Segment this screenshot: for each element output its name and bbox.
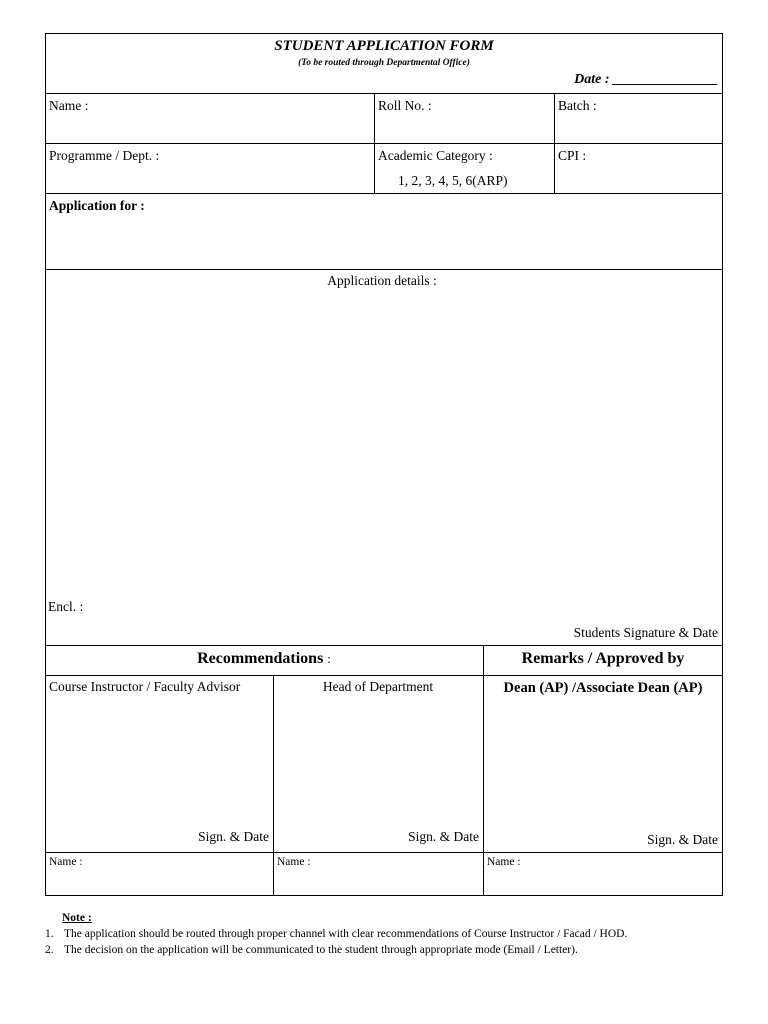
enclosures-label: Encl. : <box>48 599 84 614</box>
form-title: STUDENT APPLICATION FORM <box>274 38 494 54</box>
note-1-text: The application should be routed through proper channel with clear recommendations of Course Instructor / Facad / HOD. <box>64 928 628 940</box>
form-border-left <box>45 33 46 896</box>
divider-details <box>45 645 723 646</box>
course-instructor-label: Course Instructor / Faculty Advisor <box>49 679 241 694</box>
form-border-bottom <box>45 895 723 896</box>
programme-dept-field-label: Programme / Dept. : <box>49 148 160 163</box>
student-signature-label: Students Signature & Date <box>573 625 718 640</box>
academic-category-options: 1, 2, 3, 4, 5, 6(ARP) <box>398 173 508 188</box>
academic-category-label: Academic Category : <box>378 148 493 163</box>
recommendations-title-text: Recommendations <box>197 650 324 667</box>
cpi-field-label: CPI : <box>558 148 587 163</box>
recommendations-title-colon: : <box>327 651 331 666</box>
divider-row1 <box>45 143 723 144</box>
divider-v-batch <box>554 93 555 194</box>
divider-application-for <box>45 269 723 270</box>
divider-v-hod <box>273 675 274 896</box>
instructor-name-label: Name : <box>49 856 83 868</box>
note-2-number: 2. <box>45 944 54 956</box>
head-of-department-label: Head of Department <box>322 679 434 694</box>
divider-recommendations-title <box>45 675 723 676</box>
divider-v-roll <box>374 93 375 194</box>
remarks-approved-by-title: Remarks / Approved by <box>521 650 685 667</box>
note-1-number: 1. <box>45 928 54 940</box>
instructor-sign-date-label: Sign. & Date <box>198 829 269 844</box>
form-subtitle: (To be routed through Departmental Office) <box>298 58 470 68</box>
application-for-label: Application for : <box>49 198 145 213</box>
hod-name-label: Name : <box>277 856 311 868</box>
divider-header <box>45 93 723 94</box>
note-heading: Note : <box>62 912 92 924</box>
note-2-text: The decision on the application will be communicated to the student through appropriate mode (Email / Letter). <box>64 944 578 956</box>
application-details-label: Application details : <box>327 273 437 288</box>
form-border-top <box>45 33 723 34</box>
dean-name-label: Name : <box>487 856 521 868</box>
hod-sign-date-label: Sign. & Date <box>408 829 479 844</box>
dean-sign-date-label: Sign. & Date <box>647 832 718 847</box>
roll-no-field-label: Roll No. : <box>378 98 432 113</box>
divider-row2 <box>45 193 723 194</box>
dean-label: Dean (AP) /Associate Dean (AP) <box>503 680 703 696</box>
batch-field-label: Batch : <box>558 98 597 113</box>
date-field[interactable]: Date : _______________ <box>574 72 718 87</box>
name-field-label: Name : <box>49 98 89 113</box>
divider-name-row <box>45 852 723 853</box>
recommendations-title <box>45 651 483 667</box>
form-border-right <box>722 33 723 896</box>
